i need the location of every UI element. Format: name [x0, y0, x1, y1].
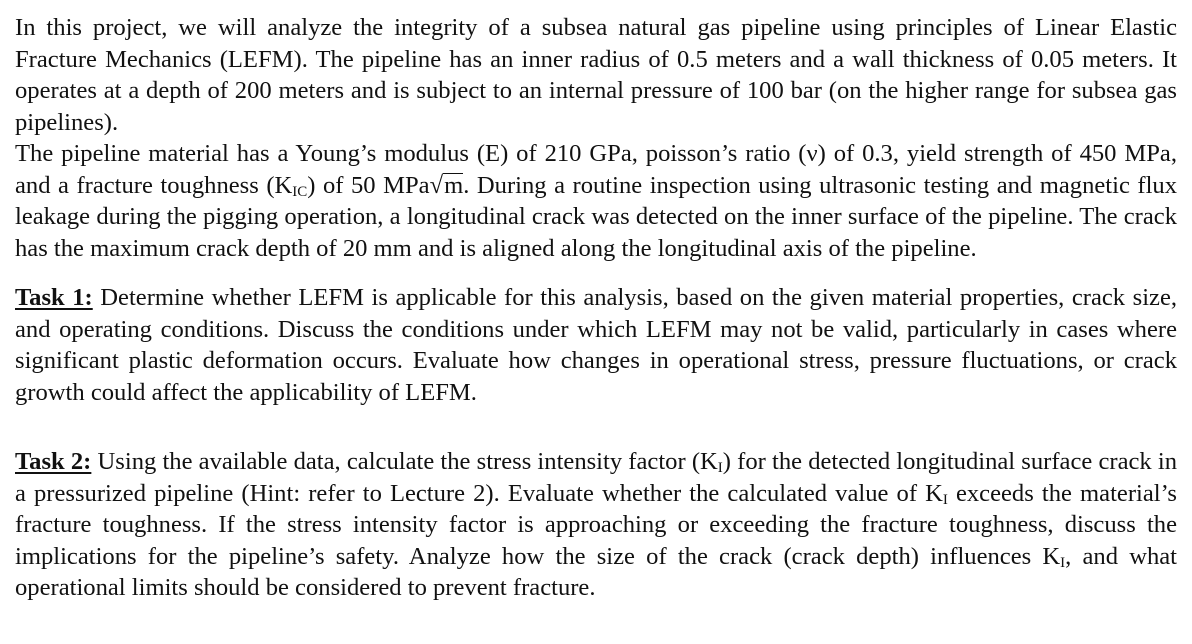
task2-text-3: exceeds the material’s fracture toughness. If the stress intensity factor is approaching or exceeding the fracture toughness, discuss the implications for the pipeline’s safety. Analyze how the size of the crack (crack depth) influences K — [15, 479, 1177, 570]
intro-text: In this project, we will analyze the integrity of a subsea natural gas pipeline using principles of Linear Elastic Fracture Mechanics (LEFM). The pipeline has an inner radius of 0.5 meters and a wall thickness of 0.05 meters. It operates at a depth of 200 meters and is subject to an internal pressure of 100 bar (on the higher range for subsea gas pipelines). — [15, 14, 1177, 136]
document-body — [15, 12, 1177, 604]
sqrt-sign: √ — [429, 171, 444, 199]
task2-paragraph — [15, 446, 1177, 604]
intro-paragraph — [15, 12, 1177, 138]
task1-label: Task 1: — [15, 284, 93, 311]
task2-label: Task 2: — [15, 448, 92, 475]
material-text-1: The pipeline material has a Young’s modulus (E) of 210 GPa, poisson’s ratio (ν) of 0.3, yield strength of 450 MPa, and a fracture toughness (K — [15, 140, 1177, 199]
ki-subscript-1: I — [717, 460, 723, 476]
material-text-2: ) of 50 MPa — [307, 171, 430, 199]
task2-text-2: ) for the detected longitudinal surface crack in a pressurized pipeline (Hint: refer to Lecture 2). Evaluate whether the calculated value of K — [15, 448, 1178, 507]
task1-paragraph — [15, 282, 1177, 408]
material-paragraph — [15, 138, 1177, 264]
kic-subscript: IC — [292, 183, 308, 200]
task2-text-4: , and what operational limits should be considered to prevent fracture. — [15, 542, 1178, 601]
sqrt-m-symbol — [430, 170, 464, 202]
ki-subscript-2: I — [942, 491, 948, 508]
sqrt-argument: m — [444, 171, 464, 199]
task2-text-1: Using the available data, calculate the stress intensity factor (K — [91, 448, 718, 475]
task1-text: Determine whether LEFM is applicable for this analysis, based on the given material properties, crack size, and operating conditions. Discuss the conditions under which LEFM may not be valid, particularly in cases where significant plastic deformation occurs. Evaluate how changes in operational stress, pressure fluctuations, or crack growth could affect the applicability of LEFM. — [15, 284, 1178, 406]
material-text-3: . During a routine inspection using ultrasonic testing and magnetic flux leakage during the pigging operation, a longitudinal crack was detected on the inner surface of the pipeline. The crack has the maximum crack depth of 20 mm and is aligned along the longitudinal axis of the pipeline. — [15, 171, 1178, 262]
ki-subscript-3: I — [1060, 554, 1066, 571]
